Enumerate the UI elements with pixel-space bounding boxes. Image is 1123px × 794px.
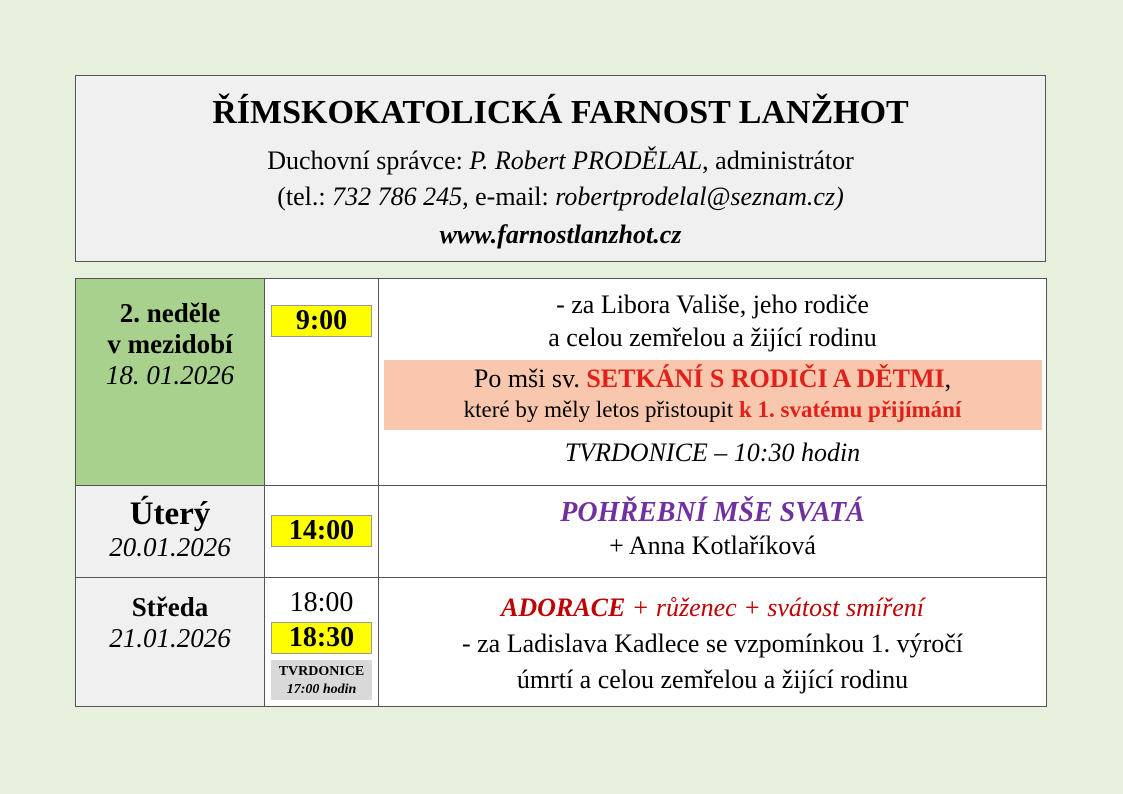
email-label: , e-mail:: [462, 182, 549, 211]
other-mass-box: [271, 660, 372, 700]
mass-time: 9:00: [271, 305, 372, 337]
other-mass-time: 17:00 hodin: [286, 682, 357, 697]
day-name: Středa: [131, 592, 209, 622]
intention-line: a celou zemřelou a žijící rodinu: [548, 323, 877, 352]
day-date: 21.01.2026: [109, 623, 231, 653]
day-name: 2. neděle: [119, 298, 221, 328]
adoration-rest: + růženec + svátost smíření: [625, 593, 924, 622]
schedule-row-sunday: [76, 279, 1047, 486]
intention-cell: [379, 578, 1047, 707]
email: robertprodelal@seznam.cz): [555, 182, 844, 211]
notice-pre: Po mši sv.: [473, 364, 580, 393]
notice2-pre: které by měly letos přistoupit: [463, 397, 734, 422]
other-mass-note: TVRDONICE – 10:30 hodin: [564, 438, 861, 467]
time-cell: [265, 279, 379, 486]
day-cell: [76, 279, 265, 486]
spravce-name: P. Robert PRODĚLAL: [469, 146, 703, 175]
notice-post: ,: [944, 364, 952, 393]
mass-time: 18:30: [271, 622, 372, 654]
parish-header: [75, 75, 1046, 262]
contact-line: [76, 182, 1045, 212]
adoration-label: ADORACE: [501, 593, 626, 622]
day-date: 18. 01.2026: [105, 360, 235, 390]
intention-line: - za Ladislava Kadlece se vzpomínkou 1. výročí: [461, 629, 964, 658]
schedule-row-tuesday: [76, 486, 1047, 578]
schedule-row-wednesday: [76, 578, 1047, 707]
day-cell: [76, 578, 265, 707]
spravce-label: Duchovní správce:: [267, 146, 463, 175]
time-cell: [265, 578, 379, 707]
intention-line: - za Libora Vališe, jeho rodiče: [556, 290, 869, 319]
spravce-line: [76, 146, 1045, 176]
spravce-role: , administrátor: [702, 146, 854, 175]
intention-cell: [379, 486, 1047, 578]
time-cell: [265, 486, 379, 578]
other-mass-place: TVRDONICE: [278, 664, 365, 679]
mass-time: 14:00: [271, 515, 372, 547]
day-cell: [76, 486, 265, 578]
intention-line: úmrtí a celou zemřelou a žijící rodinu: [516, 665, 909, 694]
notice2-highlight: k 1. svatému přijímání: [738, 397, 962, 422]
funeral-mass-title: POHŘEBNÍ MŠE SVATÁ: [560, 497, 865, 528]
day-name-2: v mezidobí: [107, 329, 233, 359]
tel-label: (tel.:: [277, 182, 326, 211]
mass-schedule-table: [75, 278, 1047, 707]
intention-line: + Anna Kotlaříková: [609, 531, 816, 560]
parish-title: ŘÍMSKOKATOLICKÁ FARNOST LANŽHOT: [212, 94, 909, 131]
adoration-time: 18:00: [289, 587, 354, 618]
website: www.farnostlanzhot.cz: [439, 220, 682, 249]
tel-number: 732 786 245: [332, 182, 463, 211]
intention-cell: [379, 279, 1047, 486]
day-name: Úterý: [129, 496, 211, 532]
notice-highlight: SETKÁNÍ S RODIČI A DĚTMI: [586, 364, 945, 393]
notice-box: [384, 360, 1042, 430]
day-date: 20.01.2026: [109, 532, 231, 562]
